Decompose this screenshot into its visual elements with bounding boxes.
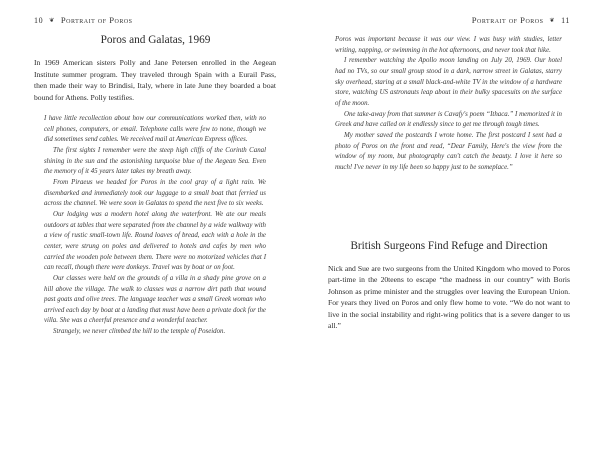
fleuron-ornament-icon: ❦	[549, 18, 556, 24]
quote-paragraph: From Piraeus we headed for Poros in the cool gray of a light rain. We disembarked and immediately took our luggage to a small boat that ferried us across the channel. We were soon in Galatas to spend the next five to six weeks.	[44, 178, 266, 208]
left-running-title: Portrait of Poros	[60, 15, 133, 25]
right-section	[328, 226, 570, 331]
section-heading-british-surgeons: British Surgeons Find Refuge and Direction	[350, 240, 548, 252]
quote-paragraph: Poros was important because it was our view. I was busy with studies, letter writing, napping, or swimming in the hot afternoons, and never took that hike.	[335, 36, 562, 54]
left-running-head	[34, 15, 133, 25]
left-quote-block	[44, 114, 266, 338]
quote-paragraph: Our lodging was a modern hotel along the waterfront. We ate our meals outdoors at tables that were separated from the channel by a wide walkway with a view of rustic small-town life. Round loaves of bread, each with a hole in the center, were strung on poles and delivered to hotels and cafes by men who carried the wooden pole between them. There were no motorized vehicles that I can recall, though there were donkeys. Travel was by boat or on foot.	[44, 210, 266, 272]
right-running-head	[472, 15, 570, 25]
quote-paragraph: I have little recollection about how our communications worked then, with no cell phones, computers, or email. Telephone calls were few to none, though we did sometimes send cables. We received mail at American Express offices.	[44, 115, 266, 144]
quote-paragraph: The first sights I remember were the steep high cliffs of the Corinth Canal shining in the sun and the astonishing turquoise blue of the Aegean Sea. Even the memory of it 45 years later takes my breath away.	[44, 146, 266, 176]
right-quote-block	[335, 35, 562, 174]
fleuron-ornament-icon: ❦	[49, 18, 55, 24]
right-body-text	[328, 263, 570, 331]
left-page-number: 10	[34, 16, 44, 25]
section-heading-poros-galatas: Poros and Galatas, 1969	[100, 34, 211, 46]
quote-paragraph: Strangely, we never climbed the hill to the temple of Poseidon.	[53, 328, 226, 336]
right-page-number: 11	[561, 16, 570, 25]
quote-paragraph: Our classes were held on the grounds of a villa in a shady pine grove on a hill above the village. The walk to classes was a narrow dirt path that wound past goats and olive trees. The language teacher was a small Greek woman who arrived each day by boat at a landing that must have been a private dock for the villa. She was a cheerful presence and a wonderful teacher.	[44, 274, 266, 325]
quote-paragraph: My mother saved the postcards I wrote home. The first postcard I sent had a photo of Poros on the front and read, “Dear Family, Here's the view from the window of my room, but photography can't catch the beauty. I love it here so much! I've never in my life been so happy just to be someplace.”	[335, 131, 562, 171]
intro-paragraph: In 1969 American sisters Polly and Jane Petersen enrolled in the Aegean Institute summer program. They traveled through Spain with a Eurail Pass, then made their way to Brindisi, Italy, where in late June they boarded a boat bound for Athens. Polly testifies.	[34, 58, 276, 102]
body-paragraph: Nick and Sue are two surgeons from the United Kingdom who moved to Poros part-time in the 20teens to escape “the madness in our country” with Boris Johnson as prime minister and the struggles over leaving the European Union. For years they lived on Poros and only flew home to vote. “We do not want to live in the social instability and right-wing politics that is a severe danger to us all.”	[328, 264, 570, 331]
right-running-title: Portrait of Poros	[471, 15, 544, 25]
quote-paragraph: I remember watching the Apollo moon landing on July 20, 1969. Our hotel had no TVs, so our small group stood in a dark, narrow street in Galatas, starry sky overhead, staring at a small black-and-white TV in the window of a hardware store, watching US astronauts leap about in their bulky spacesuits on the surface of the moon.	[335, 57, 562, 107]
quote-paragraph: One take-away from that summer is Cavafy's poem “Ithaca.” I memorized it in Greek and have called on it endlessly since to get me through tough times.	[335, 110, 562, 129]
